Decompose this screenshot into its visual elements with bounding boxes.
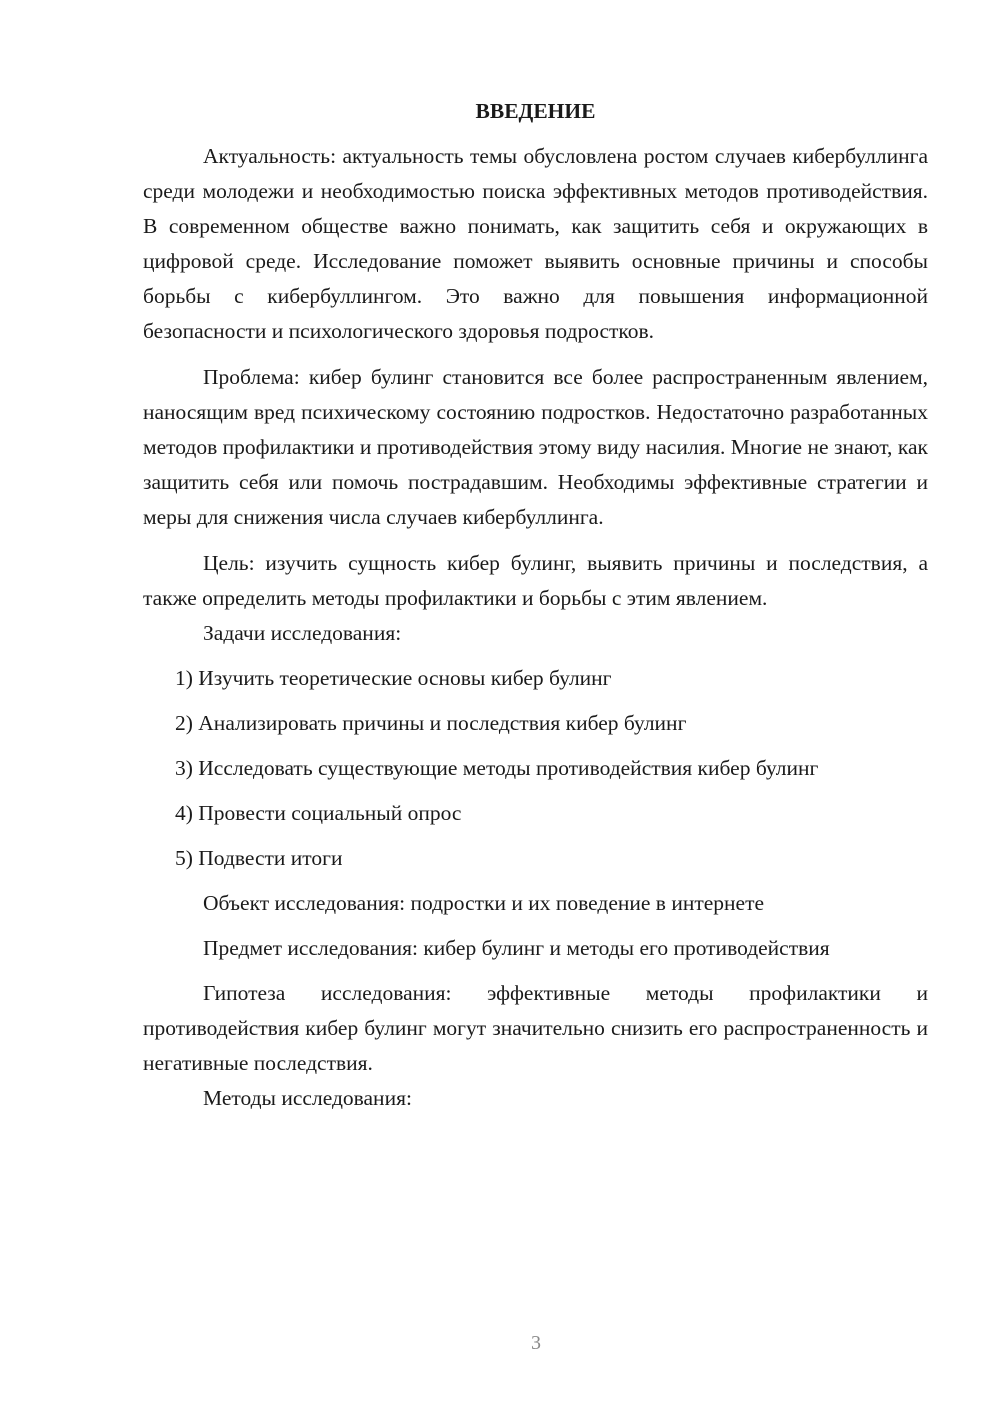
section-title: ВВЕДЕНИЕ: [475, 99, 596, 123]
methods-heading: Методы исследования:: [203, 1086, 412, 1110]
list-item: 5) Подвести итоги: [175, 846, 343, 870]
paragraph-goal: Цель: изучить сущность кибер булинг, выявить причины и последствия, а также определить методы профилактики и борьбы с этим явлением.: [143, 551, 928, 610]
paragraph-object: Объект исследования: подростки и их поведение в интернете: [203, 891, 765, 915]
list-item: 3) Исследовать существующие методы противодействия кибер булинг: [175, 756, 819, 780]
list-item: 2) Анализировать причины и последствия кибер булинг: [175, 711, 687, 735]
paragraph-problem: Проблема: кибер булинг становится все более распространенным явлением, наносящим вред психическому состоянию подростков. Недостаточно разработанных методов профилактики и противодействия этому виду насилия. Многие не знают, как защитить себя или помочь пострадавшим. Необходимы эффективные стратегии и меры для снижения числа случаев кибербуллинга.: [143, 365, 928, 529]
paragraph-relevance: Актуальность: актуальность темы обусловлена ростом случаев кибербуллинга среди молодежи и необходимостью поиска эффективных методов противодействия. В современном обществе важно понимать, как защитить себя и окружающих в цифровой среде. Исследование поможет выявить основные причины и способы борьбы с кибербуллингом. Это важно для повышения информационной безопасности и психологического здоровья подростков.: [143, 144, 928, 343]
list-item: 4) Провести социальный опрос: [175, 801, 462, 825]
tasks-heading: Задачи исследования:: [203, 621, 402, 645]
document-page: [143, 94, 928, 1116]
page-number: 3: [531, 1332, 541, 1354]
list-item: 1) Изучить теоретические основы кибер булинг: [175, 666, 612, 690]
paragraph-hypothesis: Гипотеза исследования: эффективные методы профилактики и противодействия кибер булинг могут значительно снизить его распространенность и негативные последствия.: [143, 981, 928, 1075]
tasks-list: [143, 661, 928, 876]
paragraph-subject: Предмет исследования: кибер булинг и методы его противодействия: [203, 936, 830, 960]
